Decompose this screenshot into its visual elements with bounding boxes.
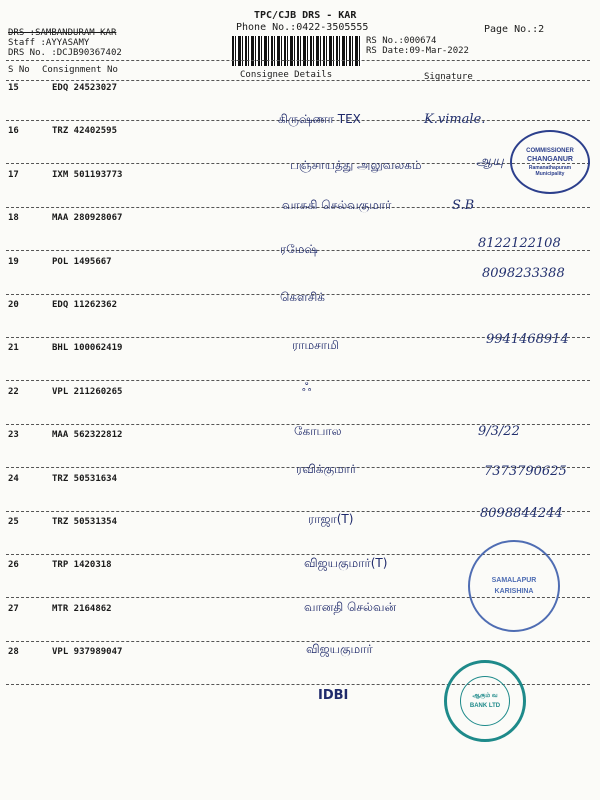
stamp-footer: Ramanathapuram Municipality: [528, 164, 572, 177]
consignee-name: கோபால: [294, 424, 342, 438]
rs-date: RS Date:09-Mar-2022: [366, 46, 469, 56]
column-consignment: Consignment No: [42, 65, 118, 75]
stamp-title: ஆகும் வ: [472, 693, 498, 699]
commissioner-stamp: [510, 130, 590, 194]
column-signature: Signature: [424, 72, 473, 82]
samalapur-stamp: [468, 540, 560, 632]
drs-number: DRS No. :DCJB90367402: [8, 48, 122, 58]
consignment-number: BHL 100062419: [52, 343, 123, 353]
consignee-name: ஃ: [302, 380, 312, 394]
branch-line: DRS :SAMBANDURAM KAR: [8, 28, 117, 38]
stamp-side: KARISHINA: [494, 588, 534, 595]
row-separator: [6, 641, 590, 642]
consignment-number: MAA 562322812: [52, 430, 123, 440]
row-number: 28: [8, 647, 19, 657]
row-separator: [6, 380, 590, 381]
consignment-number: POL 1495667: [52, 257, 112, 267]
row-number: 16: [8, 126, 19, 136]
row-number: 24: [8, 474, 19, 484]
row-number: 18: [8, 213, 19, 223]
row-number: 15: [8, 83, 19, 93]
consignee-name: வாசுகி செல்வகுமார்: [282, 198, 392, 212]
consignee-name: IDBI: [318, 688, 349, 703]
signature: 9/3/22: [478, 424, 520, 439]
row-number: 20: [8, 300, 19, 310]
bank-seal: [444, 660, 526, 742]
rs-number: RS No.:000674: [366, 36, 437, 46]
phone-note: 8122122108: [478, 236, 561, 251]
barcode: [232, 36, 362, 66]
phone-number: Phone No.:0422-3505555: [236, 22, 369, 33]
phone-note: 9941468914: [486, 332, 569, 347]
row-number: 17: [8, 170, 19, 180]
consignment-number: EDQ 24523027: [52, 83, 118, 93]
consignee-name: ராஜா(T): [308, 512, 354, 526]
stamp-title: COMMISSIONER: [526, 147, 574, 154]
row-number: 23: [8, 430, 19, 440]
row-number: 27: [8, 604, 19, 614]
consignment-number: MTR 2164862: [52, 604, 112, 614]
phone-note: 8098233388: [482, 266, 565, 281]
consignment-number: EDQ 11262362: [52, 300, 118, 310]
staff-name: Staff :AYYASAMY: [8, 38, 90, 48]
header-rule-top: [6, 60, 590, 61]
consignment-number: VPL 937989047: [52, 647, 123, 657]
consignment-number: TRP 1420318: [52, 560, 112, 570]
stamp-place: CHANGANUR: [527, 155, 573, 163]
consignee-name: வானதி செல்வன்: [304, 600, 397, 614]
row-number: 19: [8, 257, 19, 267]
consignee-name: ராமசாமி: [292, 338, 339, 352]
row-number: 26: [8, 560, 19, 570]
column-sno: S No: [8, 65, 30, 75]
signature: K.vimale.: [424, 112, 486, 127]
consignment-number: MAA 280928067: [52, 213, 123, 223]
row-number: 22: [8, 387, 19, 397]
phone-note: 7373790625: [484, 464, 567, 479]
consignment-number: TRZ 50531354: [52, 517, 118, 527]
stamp-footer: BANK LTD: [469, 703, 501, 709]
bank-seal-inner: [460, 676, 510, 726]
consignment-number: TRZ 50531634: [52, 474, 118, 484]
consignee-name: விஜயகுமார்: [306, 642, 373, 656]
consignee-name: ரமேஷ்: [280, 242, 318, 256]
page-number: Page No.:2: [484, 24, 545, 35]
phone-note: 8098844244: [480, 506, 563, 521]
row-number: 25: [8, 517, 19, 527]
column-consignee: Consignee Details: [240, 70, 333, 80]
consignment-number: IXM 501193773: [52, 170, 123, 180]
stamp-title: SAMALAPUR: [491, 577, 537, 584]
consignee-name: கிருஷ்ணா TEX: [278, 112, 361, 126]
consignment-number: TRZ 42402595: [52, 126, 118, 136]
consignment-number: VPL 211260265: [52, 387, 123, 397]
consignee-name: பஞ்சாயத்து அலுவலகம்: [290, 158, 422, 172]
header-rule-bottom: [6, 80, 590, 81]
row-number: 21: [8, 343, 19, 353]
signature: ஆயு: [476, 154, 504, 169]
consignee-name: விஜயகுமார்(T): [304, 556, 388, 570]
consignee-name: கௌசிக்: [280, 290, 325, 304]
page-title: TPC/CJB DRS - KAR: [254, 10, 357, 21]
consignee-name: ரவிக்குமார்: [296, 462, 357, 476]
signature: S.B: [452, 198, 475, 213]
